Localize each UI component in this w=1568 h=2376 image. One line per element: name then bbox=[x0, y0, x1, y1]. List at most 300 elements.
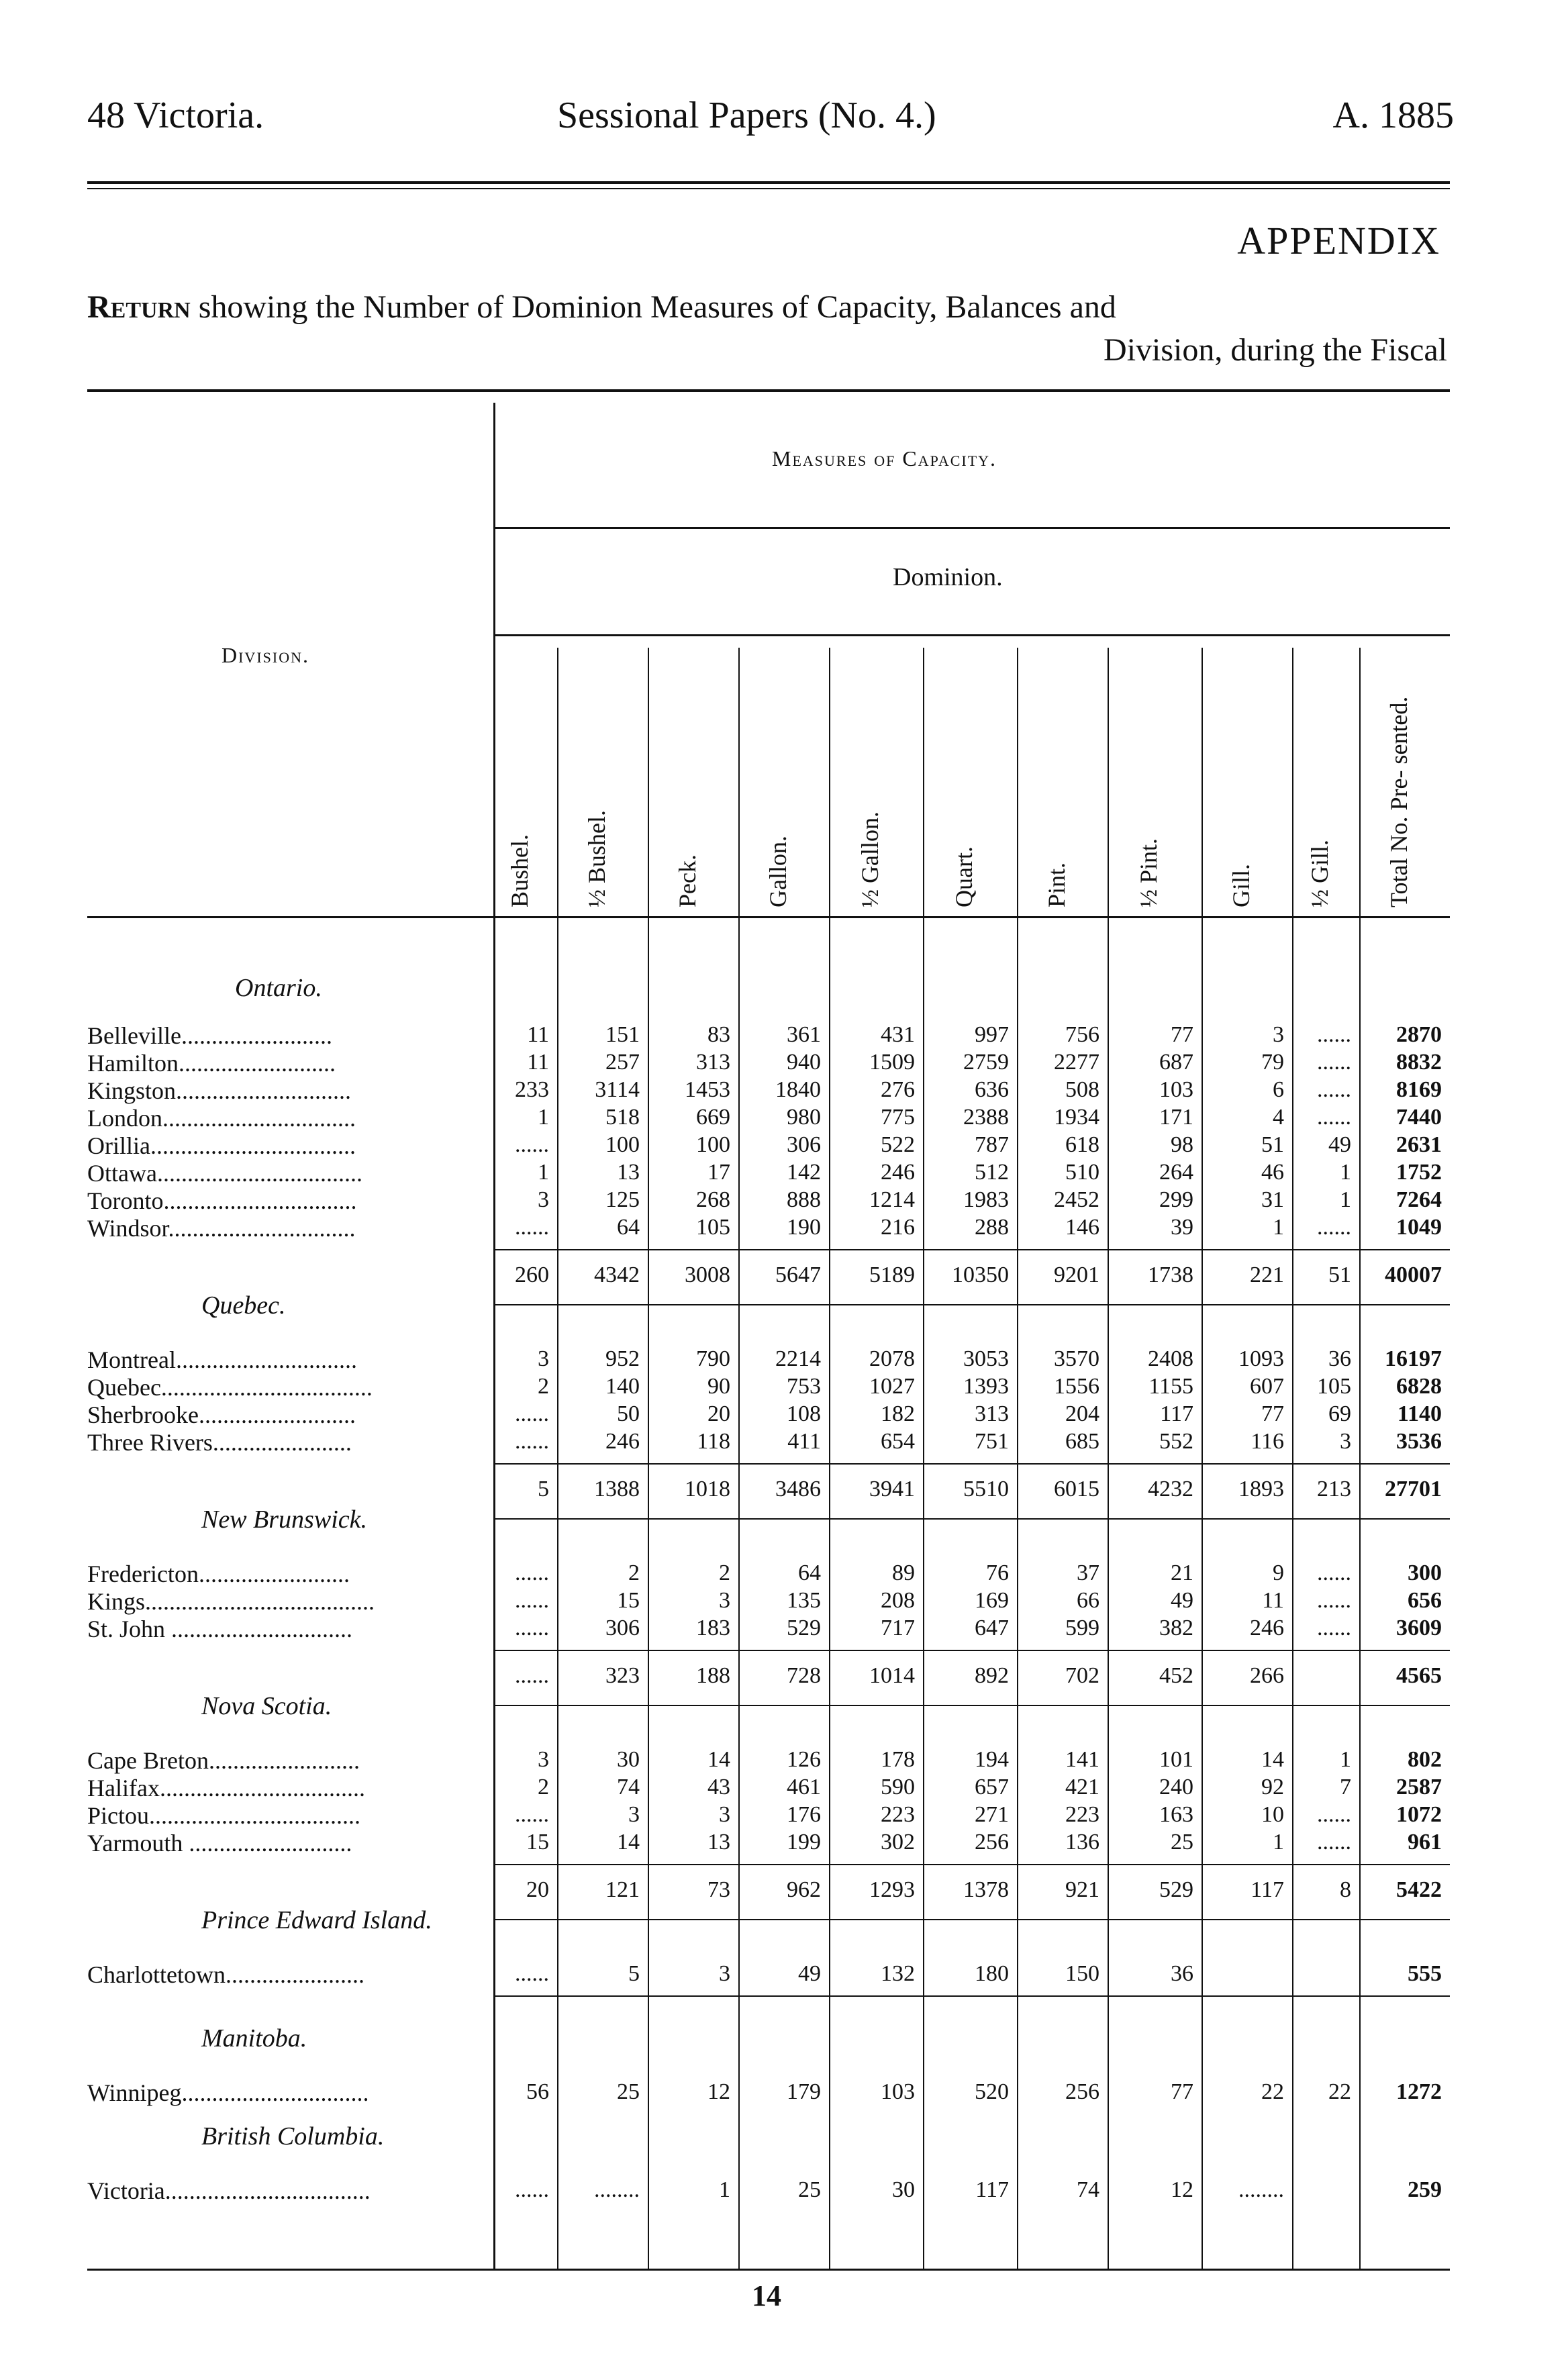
table-cell: 22 bbox=[1261, 2079, 1284, 2104]
table-cell: 3 bbox=[719, 1588, 730, 1613]
table-cell: 8832 bbox=[1396, 1050, 1442, 1075]
table-cell: 2587 bbox=[1396, 1775, 1442, 1799]
section-total: 4342 bbox=[594, 1263, 640, 1287]
table-cell: 1 bbox=[1340, 1747, 1351, 1772]
table-cell: 717 bbox=[881, 1616, 915, 1640]
table-cell: ...... bbox=[515, 1561, 549, 1585]
table-cell: 552 bbox=[1159, 1429, 1193, 1454]
table-cell: ...... bbox=[515, 1588, 549, 1613]
page-number: 14 bbox=[752, 2279, 781, 2312]
table-cell: 178 bbox=[881, 1747, 915, 1772]
table-cell: 100 bbox=[605, 1132, 640, 1157]
table-cell: 1 bbox=[1273, 1830, 1284, 1854]
row-label: Cape Breton......................... bbox=[87, 1747, 360, 1774]
section-total: 40007 bbox=[1385, 1263, 1442, 1287]
table-cell: 98 bbox=[1171, 1132, 1193, 1157]
section-total: 5510 bbox=[963, 1477, 1009, 1501]
table-cell: 3570 bbox=[1054, 1346, 1099, 1371]
table-cell: 997 bbox=[975, 1022, 1009, 1047]
table-cell: 306 bbox=[605, 1616, 640, 1640]
section-rule bbox=[493, 1864, 1450, 1865]
table-cell: 3 bbox=[719, 1802, 730, 1827]
table-cell: 100 bbox=[696, 1132, 730, 1157]
table-cell: 687 bbox=[1159, 1050, 1193, 1075]
table-cell: 313 bbox=[975, 1401, 1009, 1426]
table-cell: ...... bbox=[1317, 1105, 1351, 1130]
table-cell: 1 bbox=[1340, 1187, 1351, 1212]
table-cell: 183 bbox=[696, 1616, 730, 1640]
table-cell: 142 bbox=[787, 1160, 821, 1185]
table-cell: 7264 bbox=[1396, 1187, 1442, 1212]
section-total: 9201 bbox=[1054, 1263, 1099, 1287]
table-cell: 656 bbox=[1408, 1588, 1442, 1613]
header-rule-2 bbox=[87, 188, 1450, 189]
table-cell: 510 bbox=[1065, 1160, 1099, 1185]
section-name: Manitoba. bbox=[201, 2024, 307, 2052]
table-cell: 1840 bbox=[775, 1077, 821, 1102]
table-cell: 264 bbox=[1159, 1160, 1193, 1185]
table-cell: 180 bbox=[975, 1961, 1009, 1986]
table-cell: 240 bbox=[1159, 1775, 1193, 1799]
intro-text: showing the Number of Dominion Measures of Capacity, Balances and bbox=[198, 289, 1116, 325]
table-cell: 50 bbox=[617, 1401, 640, 1426]
section-name: New Brunswick. bbox=[201, 1505, 367, 1534]
section-rule bbox=[493, 1650, 1450, 1651]
table-cell: 657 bbox=[975, 1775, 1009, 1799]
table-cell: 461 bbox=[787, 1775, 821, 1799]
column-separator bbox=[738, 648, 740, 2269]
section-total: 1293 bbox=[869, 1877, 915, 1902]
table-cell: 49 bbox=[1171, 1588, 1193, 1613]
table-cell: 1093 bbox=[1238, 1346, 1284, 1371]
table-cell: 518 bbox=[605, 1105, 640, 1130]
table-cell: 108 bbox=[787, 1401, 821, 1426]
table-cell: 2870 bbox=[1396, 1022, 1442, 1047]
table-cell: 940 bbox=[787, 1050, 821, 1075]
table-cell: 756 bbox=[1065, 1022, 1099, 1047]
section-total: 1014 bbox=[869, 1663, 915, 1688]
table-cell: 1027 bbox=[869, 1374, 915, 1399]
table-cell: 590 bbox=[881, 1775, 915, 1799]
row-label: Kingston............................. bbox=[87, 1077, 352, 1104]
table-cell: 12 bbox=[707, 2079, 730, 2104]
table-cell: 25 bbox=[798, 2177, 821, 2202]
row-label: Kings...................................... bbox=[87, 1588, 375, 1615]
header-right: A. 1885 bbox=[1332, 95, 1454, 136]
table-cell: 7 bbox=[1340, 1775, 1351, 1799]
table-cell: 25 bbox=[1171, 1830, 1193, 1854]
table-cell: 1509 bbox=[869, 1050, 915, 1075]
table-cell: ...... bbox=[1317, 1077, 1351, 1102]
table-cell: 14 bbox=[707, 1747, 730, 1772]
table-cell: 20 bbox=[707, 1401, 730, 1426]
row-label: Halifax.................................. bbox=[87, 1775, 365, 1801]
table-cell: 2 bbox=[719, 1561, 730, 1585]
table-cell: 30 bbox=[617, 1747, 640, 1772]
table-cell: 1983 bbox=[963, 1187, 1009, 1212]
table-cell: 1155 bbox=[1148, 1374, 1193, 1399]
table-cell: 1072 bbox=[1396, 1802, 1442, 1827]
table-cell: 3114 bbox=[595, 1077, 640, 1102]
header-left: 48 Victoria. bbox=[87, 95, 264, 136]
table-cell: 223 bbox=[881, 1802, 915, 1827]
section-total: 5647 bbox=[775, 1263, 821, 1287]
section-total: 728 bbox=[787, 1663, 821, 1688]
section-total: 266 bbox=[1250, 1663, 1284, 1688]
table-cell: 15 bbox=[526, 1830, 549, 1854]
table-cell: 141 bbox=[1065, 1747, 1099, 1772]
table-cell: 25 bbox=[617, 2079, 640, 2104]
column-header: ½ Bushel. bbox=[583, 809, 610, 907]
section-total: 5 bbox=[538, 1477, 549, 1501]
table-cell: ........ bbox=[594, 2177, 640, 2202]
table-cell: 49 bbox=[798, 1961, 821, 1986]
section-total: 1018 bbox=[685, 1477, 730, 1501]
table-cell: 76 bbox=[986, 1561, 1009, 1585]
table-cell: 2277 bbox=[1054, 1050, 1099, 1075]
table-cell: 5 bbox=[628, 1961, 640, 1986]
table-cell: 14 bbox=[617, 1830, 640, 1854]
table-cell: 3 bbox=[719, 1961, 730, 1986]
table-cell: 431 bbox=[881, 1022, 915, 1047]
table-cell: 15 bbox=[617, 1588, 640, 1613]
table-cell: 16197 bbox=[1385, 1346, 1442, 1371]
table-cell: 980 bbox=[787, 1105, 821, 1130]
row-label: London................................ bbox=[87, 1105, 356, 1132]
section-rule bbox=[493, 1995, 1450, 1997]
table-cell: 288 bbox=[975, 1215, 1009, 1240]
table-cell: 2 bbox=[538, 1775, 549, 1799]
table-cell: 636 bbox=[975, 1077, 1009, 1102]
table-cell: 77 bbox=[1261, 1401, 1284, 1426]
table-cell: 49 bbox=[1328, 1132, 1351, 1157]
table-cell: 1140 bbox=[1397, 1401, 1442, 1426]
table-cell: 103 bbox=[881, 2079, 915, 2104]
table-cell: 751 bbox=[975, 1429, 1009, 1454]
table-cell: 1214 bbox=[869, 1187, 915, 1212]
column-separator bbox=[1017, 648, 1018, 2269]
table-cell: 233 bbox=[515, 1077, 549, 1102]
table-cell: 56 bbox=[526, 2079, 549, 2104]
table-cell: 101 bbox=[1159, 1747, 1193, 1772]
section-total: 3486 bbox=[775, 1477, 821, 1501]
table-cell: 89 bbox=[892, 1561, 915, 1585]
row-label: Victoria.................................. bbox=[87, 2177, 371, 2204]
table-cell: 223 bbox=[1065, 1802, 1099, 1827]
table-cell: 1049 bbox=[1396, 1215, 1442, 1240]
header-rule bbox=[87, 181, 1450, 184]
table-cell: 77 bbox=[1171, 2079, 1193, 2104]
table-head-rule bbox=[87, 916, 1450, 918]
appendix-title: APPENDIX bbox=[1237, 219, 1440, 262]
table-cell: ...... bbox=[1317, 1830, 1351, 1854]
row-label: Sherbrooke.......................... bbox=[87, 1401, 356, 1428]
table-cell: 103 bbox=[1159, 1077, 1193, 1102]
table-cell: 888 bbox=[787, 1187, 821, 1212]
table-cell: 2452 bbox=[1054, 1187, 1099, 1212]
table-cell: 520 bbox=[975, 2079, 1009, 2104]
table-cell: 1556 bbox=[1054, 1374, 1099, 1399]
table-cell: 961 bbox=[1408, 1830, 1442, 1854]
table-cell: 13 bbox=[707, 1830, 730, 1854]
section-total: 8 bbox=[1340, 1877, 1351, 1902]
row-label: St. John .............................. bbox=[87, 1616, 353, 1642]
table-cell: 271 bbox=[975, 1802, 1009, 1827]
table-cell: 179 bbox=[787, 2079, 821, 2104]
table-cell: 39 bbox=[1171, 1215, 1193, 1240]
table-cell: 256 bbox=[975, 1830, 1009, 1854]
column-header: Bushel. bbox=[505, 834, 533, 907]
table-cell: 607 bbox=[1250, 1374, 1284, 1399]
table-cell: 9 bbox=[1273, 1561, 1284, 1585]
table-cell: 83 bbox=[707, 1022, 730, 1047]
table-cell: ...... bbox=[515, 2177, 549, 2202]
super-header: Measures of Capacity. bbox=[772, 446, 997, 471]
table-cell: 3 bbox=[538, 1747, 549, 1772]
section-total: 452 bbox=[1159, 1663, 1193, 1688]
row-label: Three Rivers....................... bbox=[87, 1429, 352, 1456]
row-label: Hamilton.......................... bbox=[87, 1050, 336, 1077]
table-cell: 411 bbox=[787, 1429, 821, 1454]
row-label: Toronto................................ bbox=[87, 1187, 357, 1214]
table-cell: 3 bbox=[1340, 1429, 1351, 1454]
table-cell: 3053 bbox=[963, 1346, 1009, 1371]
column-header: Total No. Pre- sented. bbox=[1385, 696, 1412, 907]
table-cell: 21 bbox=[1171, 1561, 1193, 1585]
section-total: 188 bbox=[696, 1663, 730, 1688]
section-total: 73 bbox=[707, 1877, 730, 1902]
table-cell: 22 bbox=[1328, 2079, 1351, 2104]
section-total: 702 bbox=[1065, 1663, 1099, 1688]
column-separator bbox=[1108, 648, 1109, 2269]
table-cell: 246 bbox=[881, 1160, 915, 1185]
table-cell: 216 bbox=[881, 1215, 915, 1240]
column-header: ½ Gallon. bbox=[856, 811, 883, 907]
table-cell: 10 bbox=[1261, 1802, 1284, 1827]
dominion-header: Dominion. bbox=[893, 563, 1003, 591]
table-top-rule bbox=[493, 527, 1450, 529]
table-cell: 43 bbox=[707, 1775, 730, 1799]
table-dominion-rule bbox=[493, 634, 1450, 636]
table-cell: 522 bbox=[881, 1132, 915, 1157]
table-cell: 7440 bbox=[1396, 1105, 1442, 1130]
table-cell: 79 bbox=[1261, 1050, 1284, 1075]
section-total: 121 bbox=[605, 1877, 640, 1902]
row-label: Pictou................................... bbox=[87, 1802, 361, 1829]
section-total: 555 bbox=[1408, 1961, 1442, 1986]
column-header: Quart. bbox=[950, 846, 977, 907]
table-cell: 3 bbox=[538, 1187, 549, 1212]
table-cell: 1453 bbox=[685, 1077, 730, 1102]
table-cell: 2388 bbox=[963, 1105, 1009, 1130]
table-cell: 14 bbox=[1261, 1747, 1284, 1772]
section-total: 4565 bbox=[1396, 1663, 1442, 1688]
section-total: 4232 bbox=[1148, 1477, 1193, 1501]
table-cell: 1934 bbox=[1054, 1105, 1099, 1130]
table-cell: 246 bbox=[1250, 1616, 1284, 1640]
section-total-rule bbox=[493, 1304, 1450, 1305]
table-cell: ...... bbox=[1317, 1050, 1351, 1075]
table-cell: 257 bbox=[605, 1050, 640, 1075]
column-separator bbox=[1359, 648, 1361, 2269]
table-cell: 146 bbox=[1065, 1215, 1099, 1240]
table-cell: 685 bbox=[1065, 1429, 1099, 1454]
intro-line-1 bbox=[87, 289, 1116, 326]
section-name: Nova Scotia. bbox=[201, 1692, 332, 1720]
section-total: 3008 bbox=[685, 1263, 730, 1287]
table-cell: 382 bbox=[1159, 1616, 1193, 1640]
table-cell: 259 bbox=[1408, 2177, 1442, 2202]
table-cell: 17 bbox=[707, 1160, 730, 1185]
table-cell: 599 bbox=[1065, 1616, 1099, 1640]
table-cell: 69 bbox=[1328, 1401, 1351, 1426]
column-header: Gallon. bbox=[764, 836, 791, 907]
table-cell: 1272 bbox=[1396, 2079, 1442, 2104]
table-cell: 313 bbox=[696, 1050, 730, 1075]
table-cell: 8169 bbox=[1396, 1077, 1442, 1102]
table-cell: ...... bbox=[1317, 1561, 1351, 1585]
column-header: ½ Gill. bbox=[1306, 839, 1333, 907]
table-cell: 1 bbox=[1340, 1160, 1351, 1185]
column-header: Gill. bbox=[1227, 863, 1255, 907]
table-cell: 3609 bbox=[1396, 1616, 1442, 1640]
section-total: 1738 bbox=[1148, 1263, 1193, 1287]
row-label: Ottawa.................................. bbox=[87, 1160, 362, 1187]
table-cell: 1 bbox=[538, 1105, 549, 1130]
table-cell: 256 bbox=[1065, 2079, 1099, 2104]
section-total: 51 bbox=[1328, 1263, 1351, 1287]
table-cell: ...... bbox=[515, 1429, 549, 1454]
column-header: Pint. bbox=[1042, 862, 1070, 907]
intro-line-2: Division, during the Fiscal bbox=[1104, 332, 1447, 368]
table-cell: 163 bbox=[1159, 1802, 1193, 1827]
table-cell: ...... bbox=[1317, 1215, 1351, 1240]
table-cell: 64 bbox=[617, 1215, 640, 1240]
table-cell: 787 bbox=[975, 1132, 1009, 1157]
table-bottom-rule bbox=[87, 2269, 1450, 2271]
table-cell: 77 bbox=[1171, 1022, 1193, 1047]
table-cell: 268 bbox=[696, 1187, 730, 1212]
table-cell: 74 bbox=[617, 1775, 640, 1799]
section-total: 1378 bbox=[963, 1877, 1009, 1902]
table-cell: 276 bbox=[881, 1077, 915, 1102]
table-cell: 125 bbox=[605, 1187, 640, 1212]
section-name: Ontario. bbox=[235, 974, 322, 1002]
section-total: ...... bbox=[515, 1663, 549, 1688]
table-cell: 118 bbox=[697, 1429, 730, 1454]
table-cell: 176 bbox=[787, 1802, 821, 1827]
table-cell: 190 bbox=[787, 1215, 821, 1240]
table-cell: ...... bbox=[515, 1616, 549, 1640]
table-cell: 182 bbox=[881, 1401, 915, 1426]
table-cell: 136 bbox=[1065, 1830, 1099, 1854]
section-rule bbox=[493, 1463, 1450, 1465]
table-cell: 194 bbox=[975, 1747, 1009, 1772]
section-total: 117 bbox=[1251, 1877, 1284, 1902]
table-cell: ...... bbox=[1317, 1802, 1351, 1827]
table-cell: ...... bbox=[1317, 1616, 1351, 1640]
table-cell: 51 bbox=[1261, 1132, 1284, 1157]
table-cell: 3 bbox=[538, 1346, 549, 1371]
table-cell: ...... bbox=[515, 1215, 549, 1240]
table-cell: 199 bbox=[787, 1830, 821, 1854]
column-separator bbox=[829, 648, 830, 2269]
table-cell: ...... bbox=[515, 1802, 549, 1827]
row-label: Winnipeg............................... bbox=[87, 2079, 369, 2106]
table-cell: 126 bbox=[787, 1747, 821, 1772]
table-cell: 74 bbox=[1077, 2177, 1099, 2202]
table-cell: 2214 bbox=[775, 1346, 821, 1371]
table-cell: 512 bbox=[975, 1160, 1009, 1185]
table-cell: 169 bbox=[975, 1588, 1009, 1613]
table-cell: 302 bbox=[881, 1830, 915, 1854]
table-cell: 790 bbox=[696, 1346, 730, 1371]
section-total: 213 bbox=[1317, 1477, 1351, 1501]
table-cell: 37 bbox=[1077, 1561, 1099, 1585]
column-header: ½ Pint. bbox=[1135, 838, 1162, 907]
section-total: 529 bbox=[1159, 1877, 1193, 1902]
row-label: Yarmouth ........................... bbox=[87, 1830, 352, 1857]
table-cell: 31 bbox=[1261, 1187, 1284, 1212]
table-cell: 6 bbox=[1273, 1077, 1284, 1102]
section-total: 5422 bbox=[1396, 1877, 1442, 1902]
table-cell: 3536 bbox=[1396, 1429, 1442, 1454]
table-cell: 11 bbox=[527, 1050, 549, 1075]
table-cell: 132 bbox=[881, 1961, 915, 1986]
table-cell: 1 bbox=[538, 1160, 549, 1185]
table-cell: ...... bbox=[515, 1132, 549, 1157]
table-cell: 105 bbox=[696, 1215, 730, 1240]
table-cell: 140 bbox=[605, 1374, 640, 1399]
table-cell: 13 bbox=[617, 1160, 640, 1185]
section-total-rule bbox=[493, 1705, 1450, 1706]
table-cell: 92 bbox=[1261, 1775, 1284, 1799]
table-cell: 150 bbox=[1065, 1961, 1099, 1986]
table-cell: 116 bbox=[1251, 1429, 1284, 1454]
table-cell: 2759 bbox=[963, 1050, 1009, 1075]
intro-rule bbox=[87, 389, 1450, 392]
table-cell: 647 bbox=[975, 1616, 1009, 1640]
table-left-border bbox=[493, 403, 495, 2269]
table-cell: 2 bbox=[628, 1561, 640, 1585]
table-cell: 30 bbox=[892, 2177, 915, 2202]
section-total: 27701 bbox=[1385, 1477, 1442, 1501]
section-total: 260 bbox=[515, 1263, 549, 1287]
section-total-rule bbox=[493, 1518, 1450, 1520]
table-cell: 753 bbox=[787, 1374, 821, 1399]
table-cell: 2631 bbox=[1396, 1132, 1442, 1157]
table-cell: 775 bbox=[881, 1105, 915, 1130]
table-cell: 1752 bbox=[1396, 1160, 1442, 1185]
table-cell: 36 bbox=[1171, 1961, 1193, 1986]
section-total: 323 bbox=[605, 1663, 640, 1688]
section-total: 5189 bbox=[869, 1263, 915, 1287]
table-cell: 36 bbox=[1328, 1346, 1351, 1371]
row-label: Windsor............................... bbox=[87, 1215, 356, 1242]
table-cell: 529 bbox=[787, 1616, 821, 1640]
table-cell: 669 bbox=[696, 1105, 730, 1130]
table-cell: 66 bbox=[1077, 1588, 1099, 1613]
section-total: 892 bbox=[975, 1663, 1009, 1688]
table-cell: 2408 bbox=[1148, 1346, 1193, 1371]
section-total-rule bbox=[493, 1919, 1450, 1920]
table-cell: 952 bbox=[605, 1346, 640, 1371]
table-cell: 1 bbox=[719, 2177, 730, 2202]
section-name: British Columbia. bbox=[201, 2122, 385, 2150]
table-cell: ...... bbox=[515, 1401, 549, 1426]
table-cell: 1393 bbox=[963, 1374, 1009, 1399]
table-cell: ...... bbox=[515, 1961, 549, 1986]
